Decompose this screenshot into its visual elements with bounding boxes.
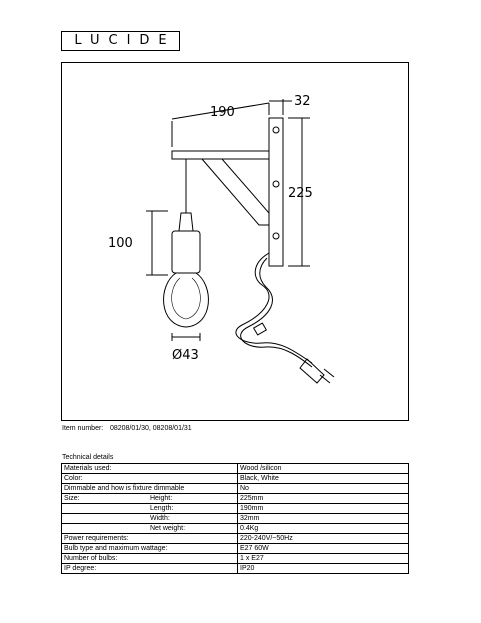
spec-label: Size: xyxy=(64,495,80,502)
spec-label: Dimmable and how is fixture dimmable xyxy=(64,485,185,492)
spec-value: IP20 xyxy=(238,564,409,574)
spec-sublabel: Net weight: xyxy=(150,525,186,532)
spec-label-cell xyxy=(62,474,238,484)
product-drawing-frame xyxy=(61,62,409,421)
spec-row xyxy=(62,504,409,514)
spec-sublabel: Height: xyxy=(150,495,173,502)
spec-value: 190mm xyxy=(238,504,409,514)
spec-row xyxy=(62,534,409,544)
spec-label-cell xyxy=(62,564,238,574)
top-arm xyxy=(172,151,269,159)
spec-value: Wood /silicon xyxy=(238,464,409,474)
technical-details-heading: Technical details xyxy=(62,454,114,461)
spec-row xyxy=(62,554,409,564)
item-number-value: 08208/01/30, 08208/01/31 xyxy=(109,425,192,432)
spec-label-cell xyxy=(62,504,238,514)
spec-row xyxy=(62,474,409,484)
spec-value: No xyxy=(238,484,409,494)
spec-row xyxy=(62,514,409,524)
spec-label: Materials used: xyxy=(64,465,112,472)
dim-width: 32 xyxy=(294,94,311,109)
spec-label: Bulb type and maximum wattage: xyxy=(64,545,168,552)
spec-label-cell xyxy=(62,494,238,504)
dim-height: 225 xyxy=(288,186,313,201)
spec-label: IP degree: xyxy=(64,565,97,572)
spec-value: 220-240V/~50Hz xyxy=(238,534,409,544)
item-number xyxy=(62,425,192,432)
spec-row xyxy=(62,484,409,494)
spec-label: Color: xyxy=(64,475,83,482)
spec-value: 32mm xyxy=(238,514,409,524)
lamp-socket xyxy=(172,231,200,273)
logo-text: LUCIDE xyxy=(74,33,176,48)
technical-details-table xyxy=(61,463,409,574)
spec-label-cell xyxy=(62,514,238,524)
spec-label: Number of bulbs: xyxy=(64,555,118,562)
dim-diameter: Ø43 xyxy=(172,348,199,363)
spec-label-cell xyxy=(62,544,238,554)
spec-row xyxy=(62,494,409,504)
spec-row xyxy=(62,544,409,554)
spec-label: Power requirements: xyxy=(64,535,129,542)
spec-sublabel: Width: xyxy=(150,515,170,522)
spec-value: 225mm xyxy=(238,494,409,504)
spec-sublabel: Length: xyxy=(150,505,174,512)
spec-value: 1 x E27 xyxy=(238,554,409,564)
product-drawing xyxy=(62,63,408,420)
spec-row xyxy=(62,564,409,574)
wall-plate xyxy=(269,118,283,266)
power-cord xyxy=(236,253,312,363)
spec-label-cell xyxy=(62,524,238,534)
spec-value: E27 60W xyxy=(238,544,409,554)
spec-label-cell xyxy=(62,534,238,544)
brand-logo xyxy=(61,31,180,51)
spec-value: 0.4Kg xyxy=(238,524,409,534)
spec-label-cell xyxy=(62,484,238,494)
spec-value: Black, White xyxy=(238,474,409,484)
spec-row xyxy=(62,464,409,474)
dim-length: 190 xyxy=(210,105,235,120)
item-number-label: Item number: xyxy=(62,425,104,432)
diagonal-brace xyxy=(202,159,269,225)
dim-lamp-height: 100 xyxy=(108,236,133,251)
spec-label-cell xyxy=(62,464,238,474)
spec-row xyxy=(62,524,409,534)
spec-label-cell xyxy=(62,554,238,564)
